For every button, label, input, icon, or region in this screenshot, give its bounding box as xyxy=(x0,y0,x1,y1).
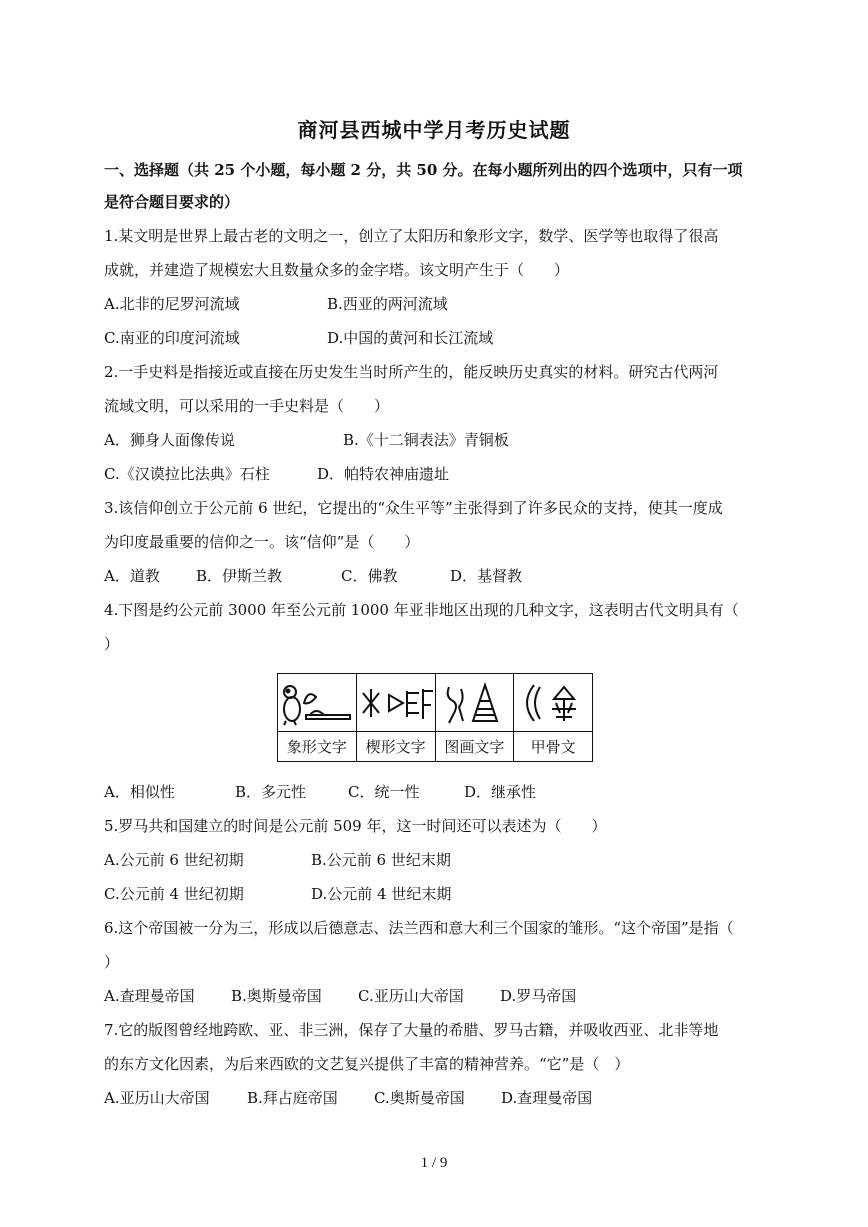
question-4-stem-line1: 4.下图是约公元前 3000 年至公元前 1000 年亚非地区出现的几种文字，这表明古代文明具有（ xyxy=(104,601,739,619)
oracle-bone-icon xyxy=(516,679,590,727)
question-1-stem-line1: 1.某文明是世界上最古老的文明之一，创立了太阳历和象形文字，数学、医学等也取得了很高 xyxy=(104,227,719,245)
question-2-option-d: D．帕特农神庙遗址 xyxy=(317,465,450,483)
question-7-option-b: B.拜占庭帝国 xyxy=(247,1089,338,1107)
question-2-stem-line1: 2.一手史料是指接近或直接在历史发生当时所产生的，能反映历史真实的材料。研究古代两河 xyxy=(104,363,719,381)
question-5-option-b: B.公元前 6 世纪末期 xyxy=(311,851,451,869)
question-3-option-a: A．道教 xyxy=(104,567,160,585)
question-2-option-c: C.《汉谟拉比法典》石柱 xyxy=(104,465,270,483)
question-5-option-d: D.公元前 4 世纪末期 xyxy=(311,885,452,903)
cuneiform-image xyxy=(356,674,435,732)
question-7-option-a: A.亚历山大帝国 xyxy=(104,1089,210,1107)
hieroglyph-icon xyxy=(280,679,354,727)
question-6-stem-line1: 6.这个帝国被一分为三，形成以后德意志、法兰西和意大利三个国家的雏形。“这个帝国”是指（ xyxy=(104,919,734,937)
question-1-option-b: B.西亚的两河流域 xyxy=(327,295,448,313)
question-5-option-a: A.公元前 6 世纪初期 xyxy=(104,851,244,869)
question-2-option-b: B.《十二铜表法》青铜板 xyxy=(343,431,509,449)
question-3-option-d: D．基督教 xyxy=(450,567,523,585)
question-7-stem-line2: 的东方文化因素，为后来西欧的文艺复兴提供了丰富的精神营养。“它”是（ ） xyxy=(104,1055,630,1073)
hieroglyph-image xyxy=(278,674,357,732)
writing-systems-figure xyxy=(277,673,593,762)
question-7-option-c: C.奥斯曼帝国 xyxy=(374,1089,465,1107)
figure-label-pictographs: 图画文字 xyxy=(435,732,514,762)
question-6-option-b: B.奥斯曼帝国 xyxy=(231,987,322,1005)
question-4-option-b: B．多元性 xyxy=(235,783,307,801)
question-5-option-c: C.公元前 4 世纪初期 xyxy=(104,885,244,903)
question-4-option-a: A．相似性 xyxy=(104,783,175,801)
question-4-option-c: C．统一性 xyxy=(348,783,420,801)
question-4-stem-line2: ） xyxy=(104,635,120,653)
question-1-option-a: A.北非的尼罗河流域 xyxy=(104,295,240,313)
question-5-stem: 5.罗马共和国建立的时间是公元前 509 年，这一时间还可以表述为（ ） xyxy=(104,817,607,835)
question-4-option-d: D．继承性 xyxy=(464,783,537,801)
question-2-stem-line2: 流域文明，可以采用的一手史料是（ ） xyxy=(104,397,390,415)
question-7-stem-line1: 7.它的版图曾经地跨欧、亚、非三洲，保存了大量的希腊、罗马古籍，并吸收西亚、北非等地 xyxy=(104,1021,719,1039)
question-3-option-c: C．佛教 xyxy=(341,567,398,585)
figure-label-cuneiform: 楔形文字 xyxy=(356,732,435,762)
question-6-option-a: A.查理曼帝国 xyxy=(104,987,195,1005)
section-instructions-line2: 是符合题目要求的） xyxy=(104,193,240,211)
figure-label-hieroglyphs: 象形文字 xyxy=(278,732,357,762)
oracle-bone-image xyxy=(514,674,593,732)
question-6-stem-line2: ） xyxy=(104,953,120,971)
question-3-stem-line2: 为印度最重要的信仰之一。该“信仰”是（ ） xyxy=(104,533,420,551)
question-1-option-d: D.中国的黄河和长江流域 xyxy=(327,329,494,347)
question-6-option-d: D.罗马帝国 xyxy=(500,987,577,1005)
question-2-option-a: A．狮身人面像传说 xyxy=(104,431,235,449)
question-3-option-b: B．伊斯兰教 xyxy=(196,567,283,585)
question-3-stem-line1: 3.该信仰创立于公元前 6 世纪，它提出的“众生平等”主张得到了许多民众的支持，使其一度成 xyxy=(104,499,723,517)
pictograph-icon xyxy=(439,679,509,727)
question-7-option-d: D.查理曼帝国 xyxy=(501,1089,593,1107)
question-6-option-c: C.亚历山大帝国 xyxy=(358,987,464,1005)
cuneiform-icon xyxy=(357,679,437,727)
figure-label-oracle-bone: 甲骨文 xyxy=(514,732,593,762)
section-instructions-line1: 一、选择题（共 25 个小题，每小题 2 分，共 50 分。在每小题所列出的四个选项中，只有一项 xyxy=(104,161,743,179)
page-title: 商河县西城中学月考历史试题 xyxy=(297,118,571,142)
question-1-option-c: C.南亚的印度河流域 xyxy=(104,329,240,347)
page-number: 1 / 9 xyxy=(420,1155,448,1171)
pictograph-image xyxy=(435,674,514,732)
question-1-stem-line2: 成就，并建造了规模宏大且数量众多的金字塔。该文明产生于（ ） xyxy=(104,261,570,279)
